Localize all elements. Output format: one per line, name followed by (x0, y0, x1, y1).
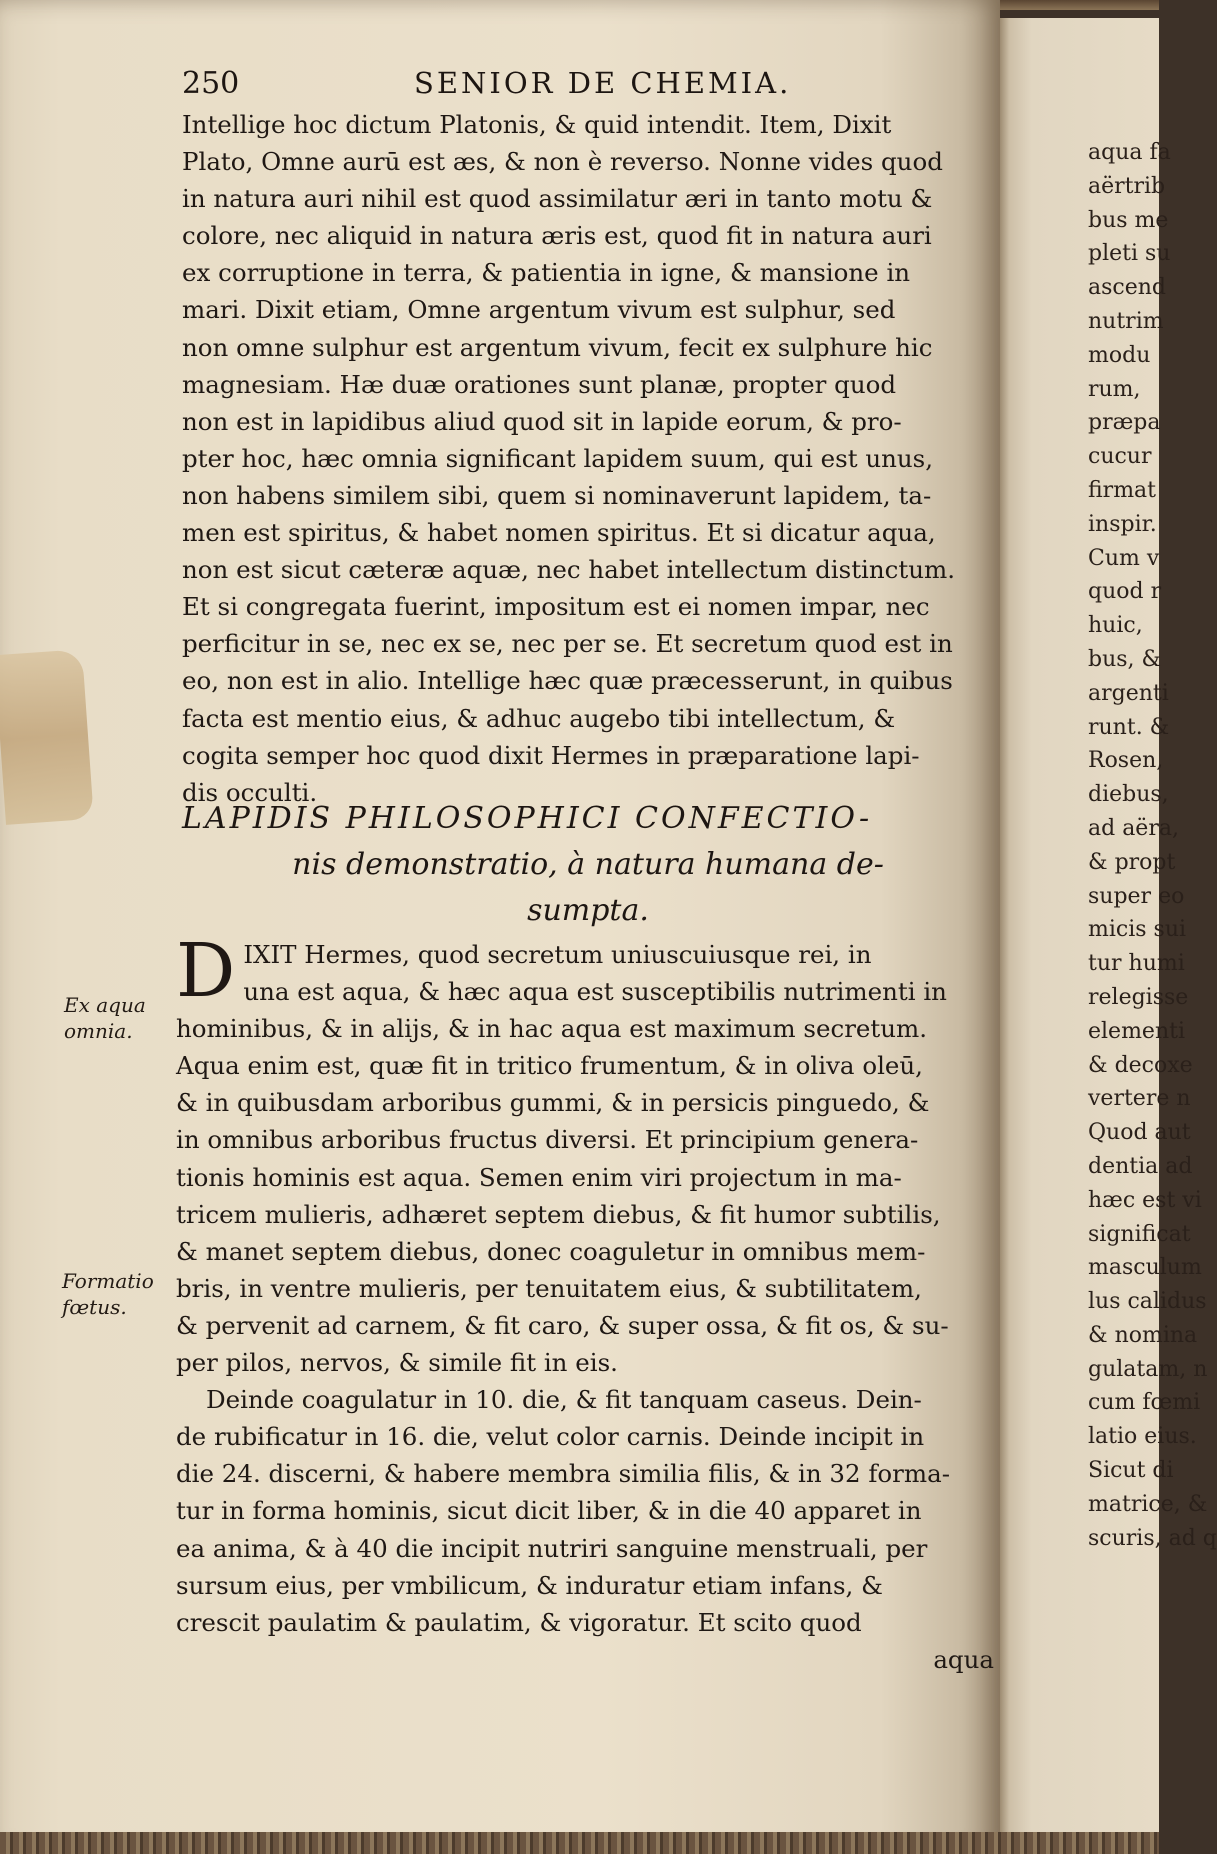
margin-note-ex-aqua: Ex aqua omnia. (64, 993, 146, 1043)
text-line: men est spiritus, & habet nomen spiritus. Et si dicatur aqua, (182, 518, 936, 548)
text-line: sursum eius, per vmbilicum, & induratur etiam infans, & (176, 1570, 883, 1600)
text-line: Deinde coagulatur in 10. die, & fit tanquam caseus. Dein- (206, 1385, 922, 1415)
fragment-line: aqua fa (1088, 140, 1171, 165)
fragment-line: latio eius. (1088, 1424, 1197, 1450)
fragment-line: Cum v (1088, 545, 1160, 571)
text-line: IXIT Hermes, quod secretum uniuscuiusque rei, in (243, 940, 872, 969)
text-line: tionis hominis est aqua. Semen enim viri projectum in ma- (176, 1162, 902, 1192)
text-line: dis occulti. (182, 777, 318, 807)
text-line: & in quibusdam arboribus gummi, & in persicis pinguedo, & (176, 1088, 930, 1118)
text-line: tur in forma hominis, sicut dicit liber, & in die 40 apparet in (176, 1496, 922, 1526)
fragment-line: lus calidus (1088, 1289, 1207, 1315)
text-line: & pervenit ad carnem, & fit caro, & super ossa, & fit os, & su- (176, 1310, 949, 1340)
text-line: una est aqua, & hæc aqua est susceptibilis nutrimenti in (243, 977, 947, 1007)
text-line: magnesiam. Hæ duæ orationes sunt planæ, propter quod (182, 369, 897, 399)
fragment-line: runt. & (1088, 714, 1170, 740)
text-line: Plato, Omne aurū est æs, & non è reverso. Nonne vides quod (182, 147, 943, 177)
fragment-line: & nomina (1088, 1322, 1198, 1348)
text-line: non est in lapidibus aliud quod sit in lapide eorum, & pro- (182, 406, 902, 436)
text-line: pter hoc, hæc omnia significant lapidem suum, qui est unus, (182, 443, 934, 473)
text-line: colore, nec aliquid in natura æris est, quod fit in natura auri (182, 221, 932, 251)
book-bottom-edge (0, 1832, 1159, 1854)
fragment-line: inspir. (1088, 511, 1157, 537)
fragment-line: dentia ad (1088, 1153, 1193, 1179)
fragment-line: huic, (1088, 613, 1143, 639)
text-line: non habens similem sibi, quem si nominaverunt lapidem, ta- (182, 480, 932, 510)
text-line: Aqua enim est, quæ fit in tritico frumentum, & in oliva oleū, (176, 1051, 923, 1081)
fragment-line: nutrim (1088, 308, 1164, 334)
fragment-line: ascend (1088, 275, 1166, 301)
text-line: hominibus, & in alijs, & in hac aqua est maximum secretum. (176, 1014, 928, 1044)
text-line: & manet septem diebus, donec coaguletur in omnibus mem- (176, 1236, 926, 1266)
page-number: 250 (182, 66, 240, 101)
text-line: eo, non est in alio. Intellige hæc quæ præcesserunt, in quibus (182, 666, 953, 696)
binding-thread (0, 649, 94, 825)
section-heading (182, 796, 994, 934)
text-line: die 24. discerni, & habere membra similia filis, & in 32 forma- (176, 1459, 950, 1489)
fragment-line: ad aëra, (1088, 815, 1179, 841)
text-line: ea anima, & à 40 die incipit nutriri sanguine menstruali, per (176, 1533, 928, 1563)
fragment-line: argenti (1088, 680, 1169, 706)
second-paragraph (176, 928, 994, 1678)
fragment-line: bus me (1088, 207, 1169, 233)
text-line: perficitur in se, nec ex se, nec per se. Et secretum quod est in (182, 629, 953, 659)
section-heading-line: nis demonstratio, à natura humana de- (292, 847, 884, 882)
text-line: per pilos, nervos, & simile fit in eis. (176, 1348, 618, 1378)
fragment-line: diebus, (1088, 782, 1169, 808)
text-line: ex corruptione in terra, & patientia in igne, & mansione in (182, 258, 911, 288)
margin-note-formatio: Formatio fœtus. (62, 1269, 154, 1319)
fragment-line: significat (1088, 1221, 1191, 1247)
text-line: non est sicut cæteræ aquæ, nec habet intellectum distinctum. (182, 555, 956, 585)
fragment-line: præpa (1088, 410, 1161, 436)
text-line: mari. Dixit etiam, Omne argentum vivum est sulphur, sed (182, 295, 896, 325)
fragment-line: scuris, ad q (1088, 1525, 1217, 1551)
text-line: crescit paulatim & paulatim, & vigoratur. Et scito quod (176, 1607, 862, 1637)
fragment-line: super eo (1088, 883, 1185, 909)
fragment-line: & decoxe (1088, 1052, 1193, 1078)
running-head: SENIOR DE CHEMIA. (414, 66, 792, 100)
fragment-line: tur humi (1088, 951, 1185, 977)
fragment-line: Rosen, (1088, 748, 1164, 774)
fragment-line: matrice, & (1088, 1491, 1208, 1517)
right-page-fragments (1088, 136, 1217, 1555)
text-line: Intellige hoc dictum Platonis, & quid intendit. Item, Dixit (182, 110, 892, 139)
text-line: Et si congregata fuerint, impositum est ei nomen impar, nec (182, 592, 930, 622)
text-line: in omnibus arboribus fructus diversi. Et principium genera- (176, 1125, 919, 1155)
fragment-line: bus, & (1088, 646, 1162, 672)
fragment-line: Quod aut (1088, 1120, 1191, 1146)
text-line: non omne sulphur est argentum vivum, fecit ex sulphure hic (182, 332, 933, 362)
fragment-line: relegisse (1088, 984, 1189, 1010)
fragment-line: cucur (1088, 444, 1152, 470)
section-heading-line: sumpta. (527, 893, 649, 928)
fragment-line: hæc est vi (1088, 1187, 1202, 1213)
catchword: aqua (933, 1644, 994, 1674)
section-heading-line: LAPIDIS PHILOSOPHICI CONFECTIO- (182, 801, 873, 836)
fragment-line: vertere n (1088, 1086, 1191, 1112)
text-line: in natura auri nihil est quod assimilatur æri in tanto motu & (182, 184, 933, 214)
fragment-line: pleti su (1088, 241, 1171, 267)
fragment-line: Sicut di (1088, 1458, 1174, 1484)
text-line: cogita semper hoc quod dixit Hermes in præparatione lapi- (182, 740, 920, 770)
text-line: facta est mentio eius, & adhuc augebo tibi intellectum, & (182, 703, 896, 733)
fragment-line: cum fœmi (1088, 1390, 1201, 1416)
fragment-line: gulatam, n (1088, 1356, 1208, 1382)
fragment-line: masculum (1088, 1255, 1202, 1281)
fragment-line: aërtrib (1088, 173, 1166, 199)
fragment-line: quod r (1088, 579, 1162, 605)
fragment-line: rum, (1088, 376, 1141, 402)
top-paragraph (182, 106, 994, 811)
fragment-line: modu (1088, 342, 1151, 368)
fragment-line: firmat (1088, 477, 1157, 503)
text-line: de rubificatur in 16. die, velut color carnis. Deinde incipit in (176, 1422, 925, 1452)
fragment-line: & propt (1088, 849, 1176, 875)
fragment-line: micis sui (1088, 917, 1187, 943)
drop-cap: D (176, 928, 236, 1014)
text-line: tricem mulieris, adhæret septem diebus, & fit humor subtilis, (176, 1199, 941, 1229)
text-line: bris, in ventre mulieris, per tenuitatem eius, & subtilitatem, (176, 1273, 922, 1303)
fragment-line: elementi (1088, 1018, 1186, 1044)
